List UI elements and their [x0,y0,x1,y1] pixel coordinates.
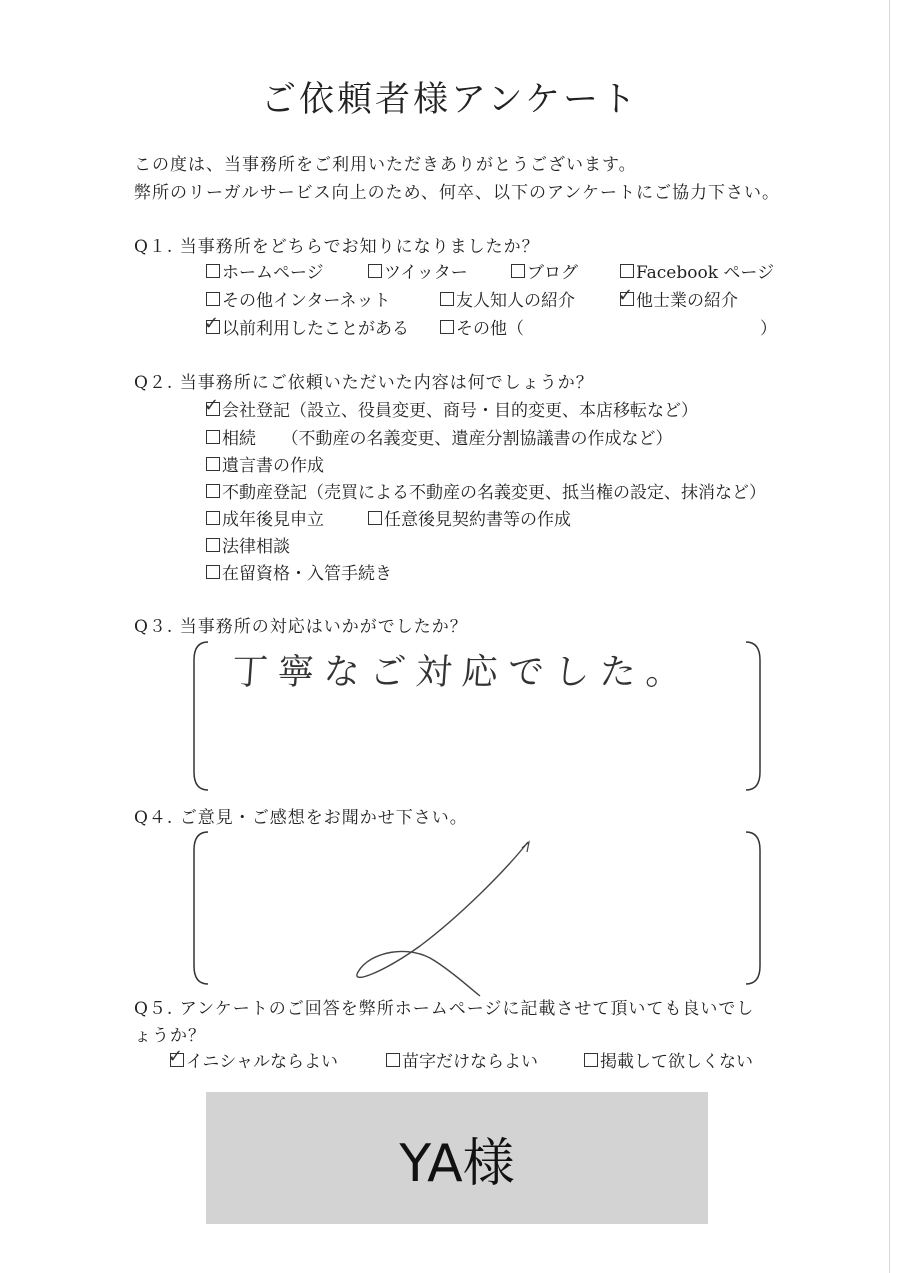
option-label: その他インターネット [222,291,391,311]
q3-handwritten-answer: 丁寧なご対応でした。 [230,652,694,693]
q2-option-guardianship[interactable] [206,505,324,530]
q5-question-line-2: ょうか？ [134,1026,206,1046]
option-label: ブログ [527,263,578,283]
q1-option-other-internet[interactable] [206,286,390,311]
q2-option-corporate-registration[interactable] [206,396,698,421]
q2-option-will[interactable] [206,451,324,476]
checkbox-checked[interactable] [618,284,634,306]
checkbox[interactable] [440,292,454,306]
survey-title: ご依頼者様アンケート [261,80,639,120]
option-label: 在留資格・入管手続き [222,564,392,584]
q3-question: Q３. 当事務所の対応はいかがでしたか？ [134,617,468,637]
respondent-name-box [206,1092,708,1224]
q2-option-real-estate[interactable] [206,478,766,503]
q2-option-visa[interactable] [206,559,392,584]
option-label: Facebook ページ [636,263,775,283]
checkbox[interactable] [584,1053,598,1067]
q1-other-close-paren: ） [760,319,777,339]
q2-option-voluntary-guardianship[interactable] [368,505,571,530]
option-label: 相続 （不動産の名義変更、遺産分割協議書の作成など） [222,429,673,449]
q1-option-facebook[interactable] [620,258,774,283]
check-mark-icon: ✓ [204,394,220,416]
q2-option-legal-consultation[interactable] [206,532,290,557]
q1-option-blog[interactable] [511,258,578,283]
q1-option-previous-use[interactable] [206,314,409,339]
checkbox[interactable] [440,320,454,334]
checkbox-checked[interactable] [204,394,220,416]
checkbox[interactable] [368,264,382,278]
checkbox[interactable] [206,565,220,579]
q1-question: Q１. 当事務所をどちらでお知りになりましたか？ [134,237,540,257]
option-label: その他（ [456,319,524,339]
q2-option-inheritance[interactable] [206,424,673,449]
q1-option-other[interactable] [440,314,524,339]
checkbox[interactable] [206,292,220,306]
checkbox-checked[interactable] [168,1045,184,1067]
check-mark-icon: ✓ [168,1045,184,1067]
option-label: 苗字だけならよい [402,1052,538,1072]
checkbox[interactable] [206,430,220,444]
q1-option-friend[interactable] [440,286,575,311]
option-label: 任意後見契約書等の作成 [384,510,571,530]
q1-option-twitter[interactable] [368,258,468,283]
option-label: 成年後見申立 [222,510,324,530]
checkbox[interactable] [368,511,382,525]
option-label: 会社登記（設立、役員変更、商号・目的変更、本店移転など） [222,401,698,421]
checkbox[interactable] [620,264,634,278]
page-edge-line [889,0,890,1273]
checkbox[interactable] [206,511,220,525]
respondent-name: YA様 [399,1133,515,1194]
checkbox[interactable] [206,538,220,552]
q1-option-other-profession[interactable] [620,286,738,311]
q5-option-no-publish[interactable] [584,1047,753,1072]
q5-option-initials[interactable] [170,1047,338,1072]
check-mark-icon: ✓ [618,284,634,306]
option-label: 法律相談 [222,537,290,557]
q1-option-homepage[interactable] [206,258,324,283]
option-label: 他士業の紹介 [636,291,738,311]
intro-line-1: この度は、当事務所をご利用いただきありがとうございます。 [134,155,637,175]
check-mark-icon: ✓ [204,312,220,334]
q5-option-surname[interactable] [386,1047,538,1072]
q4-strike-scribble [340,836,540,1006]
checkbox[interactable] [206,264,220,278]
option-label: 掲載して欲しくない [600,1052,753,1072]
intro-line-2: 弊所のリーガルサービス向上のため、何卒、以下のアンケートにご協力下さい。 [134,183,780,203]
q4-question: Q４. ご意見・ご感想をお聞かせ下さい。 [134,808,468,828]
checkbox[interactable] [206,457,220,471]
option-label: 遺言書の作成 [222,456,324,476]
checkbox[interactable] [206,484,220,498]
option-label: 不動産登記（売買による不動産の名義変更、抵当権の設定、抹消など） [222,483,766,503]
q2-question: Q２. 当事務所にご依頼いただいた内容は何でしょうか？ [134,373,594,393]
q5-question-line-1: Q５. アンケートのご回答を弊所ホームページに記載させて頂いても良いでし [134,999,755,1019]
option-label: ツイッター [384,263,468,283]
option-label: ホームページ [222,263,324,283]
option-label: イニシャルならよい [186,1052,338,1072]
checkbox[interactable] [511,264,525,278]
option-label: 友人知人の紹介 [456,291,575,311]
option-label: 以前利用したことがある [222,319,409,339]
checkbox[interactable] [386,1053,400,1067]
checkbox-checked[interactable] [204,312,220,334]
